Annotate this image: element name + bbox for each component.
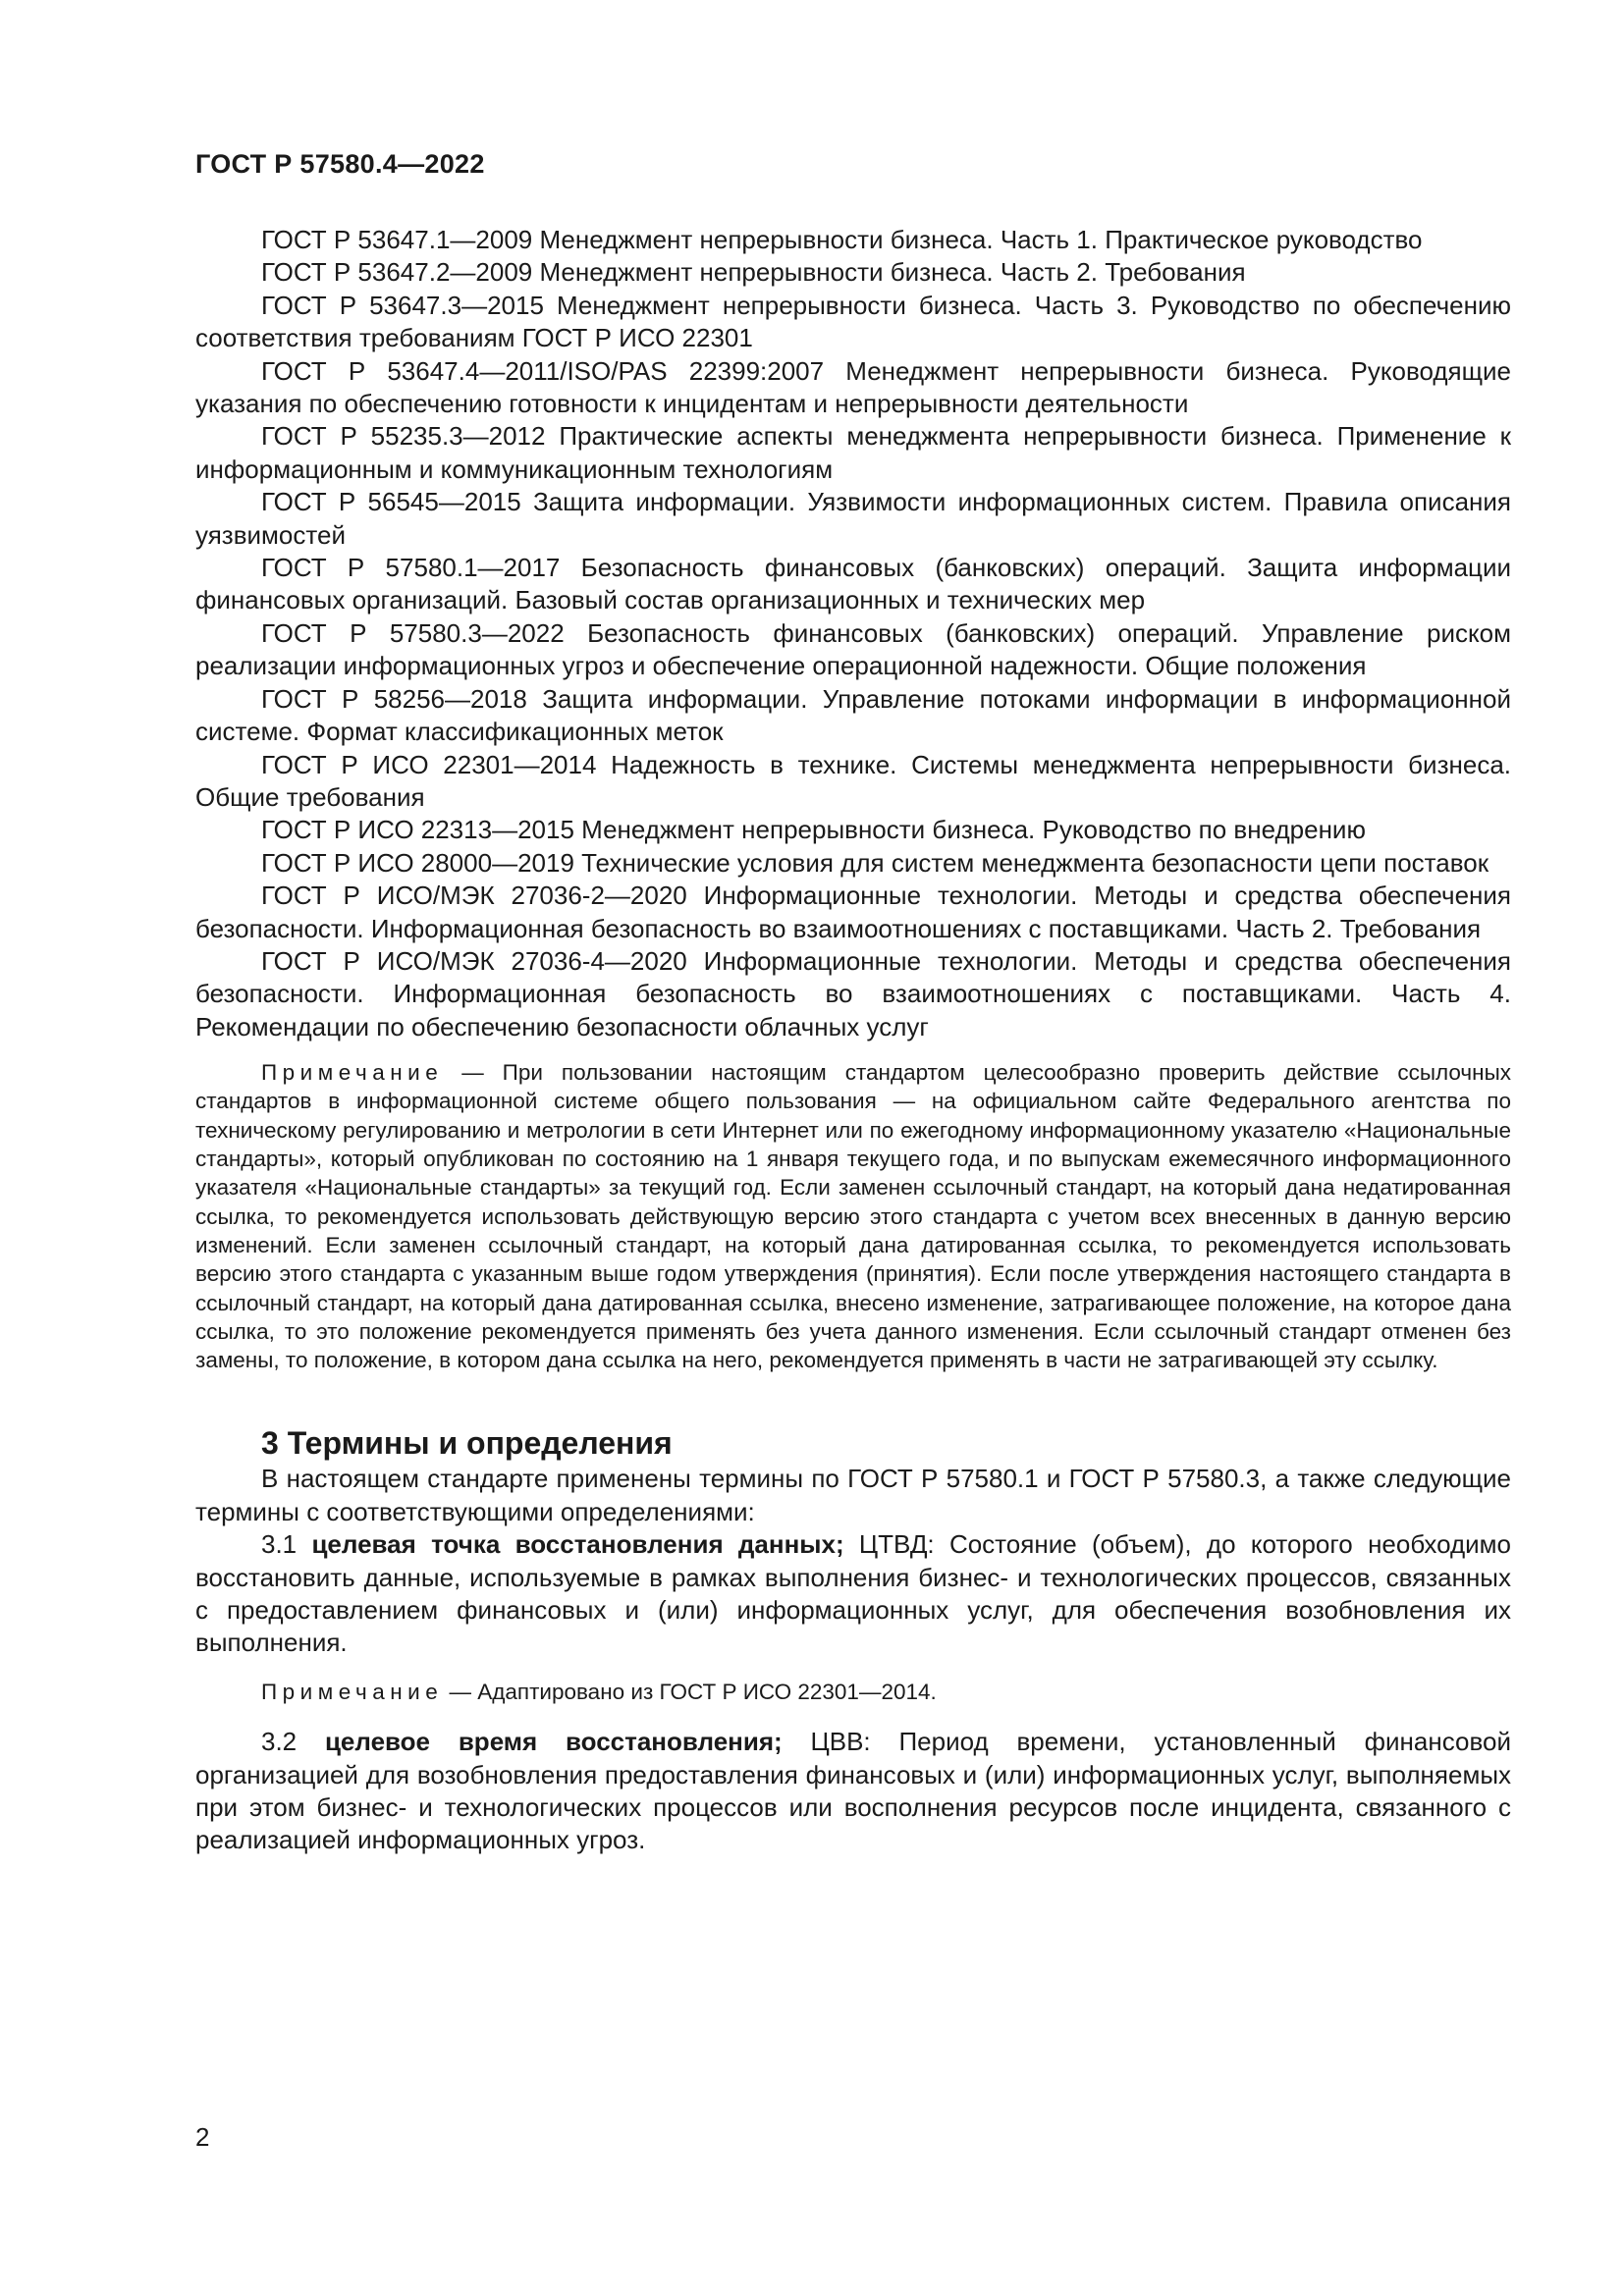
references-note xyxy=(195,1058,1511,1374)
page-number: 2 xyxy=(195,2122,210,2152)
note-label: Примечание xyxy=(261,1060,444,1086)
term-definition xyxy=(195,1726,1511,1857)
reference-item: ГОСТ Р 57580.3—2022 Безопасность финансовых (банковских) операций. Управление риском реализации информационных угроз и обеспечение операционной надежности. Общие положения xyxy=(195,617,1511,681)
term-name: целевая точка восстановления данных; xyxy=(311,1529,844,1560)
term-number: 3.2 xyxy=(261,1727,325,1757)
reference-item: ГОСТ Р ИСО 22313—2015 Менеджмент непрерывности бизнеса. Руководство по внедрению xyxy=(261,815,1366,845)
reference-item: ГОСТ Р 53647.2—2009 Менеджмент непрерывности бизнеса. Часть 2. Требования xyxy=(261,257,1246,288)
note-text: Адаптировано из ГОСТ Р ИСО 22301—2014. xyxy=(477,1679,937,1704)
page-body xyxy=(195,224,1511,1857)
term-number: 3.1 xyxy=(261,1529,312,1560)
term-note xyxy=(195,1678,1511,1706)
term-name: целевое время восстановления; xyxy=(324,1727,783,1757)
reference-item: ГОСТ Р 53647.4—2011/ISO/PAS 22399:2007 Менеджмент непрерывности бизнеса. Руководящие указания по обеспечению готовности к инцидентам и непрерывности деятельности xyxy=(195,355,1511,419)
note-text: При пользовании настоящим стандартом целесообразно проверить действие ссылочных стандартов в информационной системе общего пользования — на официальном сайте Федерального агентства по техническому регулированию и метрологии в сети Интернет или по ежегодному информационному указателю «Национальные стандарты», который опубликован по состоянию на 1 января текущего года, и по выпускам ежемесячного информационного указателя «Национальные стандарты» за текущий год. Если заменен ссылочный стандарт, на который дана недатированная ссылка, то рекомендуется использовать действующую версию этого стандарта с учетом всех внесенных в данную версию изменений. Если заменен ссылочный стандарт, на который дана датированная ссылка, то рекомендуется использовать версию этого стандарта с указанным выше годом утверждения (принятия). Если после утверждения настоящего стандарта в ссылочный стандарт, на который дана датированная ссылка, внесено изменение, затрагивающее положение, на которое дана ссылка, то это положение рекомендуется применять без учета данного изменения. Если ссылочный стандарт отменен без замены, то положение, в котором дана ссылка на него, рекомендуется применять в части не затрагивающей эту ссылку. xyxy=(195,1060,1511,1373)
note-dash: — xyxy=(443,1060,503,1086)
reference-item: ГОСТ Р 55235.3—2012 Практические аспекты менеджмента непрерывности бизнеса. Применение к информационным и коммуникационным технологиям xyxy=(195,421,1511,484)
note-dash: — xyxy=(443,1679,478,1704)
document-header: ГОСТ Р 57580.4—2022 xyxy=(195,149,485,179)
reference-item: ГОСТ Р 58256—2018 Защита информации. Управление потоками информации в информационной системе. Формат классификационных меток xyxy=(195,683,1511,747)
reference-item: ГОСТ Р 53647.1—2009 Менеджмент непрерывности бизнеса. Часть 1. Практическое руководство xyxy=(261,225,1423,254)
reference-item: ГОСТ Р ИСО/МЭК 27036-4—2020 Информационные технологии. Методы и средства обеспечения безопасности. Информационная безопасность во взаимоотношениях с поставщиками. Часть 4. Рекомендации по обеспечению безопасности облачных услуг xyxy=(195,945,1511,1041)
note-label: Примечание xyxy=(261,1679,444,1704)
term-definition xyxy=(195,1528,1511,1660)
section-intro: В настоящем стандарте применены термины по ГОСТ Р 57580.1 и ГОСТ Р 57580.3, а также следующие термины с соответствующими определениями: xyxy=(195,1464,1511,1526)
reference-item: ГОСТ Р ИСО 28000—2019 Технические условия для систем менеджмента безопасности цепи поставок xyxy=(261,847,1489,878)
term-text: ЦТВД: Состояние (объем), до которого необходимо восстановить данные, используемые в рамках выполнения бизнес- и технологических процессов, связанных с предоставлением финансовых и (или) информационных услуг, для обеспечения возобновления их выполнения. xyxy=(195,1529,1511,1658)
reference-item: ГОСТ Р 57580.1—2017 Безопасность финансовых (банковских) операций. Защита информации финансовых организаций. Базовый состав организационных и технических мер xyxy=(195,553,1511,615)
section-heading: 3 Термины и определения xyxy=(261,1425,673,1462)
term-text: ЦВВ: Период времени, установленный финансовой организацией для возобновления предоставления финансовых и (или) информационных услуг, выполняемых при этом бизнес- и технологических процессов или восполнения ресурсов после инцидента, связанного с реализацией информационных угроз. xyxy=(195,1727,1511,1855)
reference-item: ГОСТ Р ИСО/МЭК 27036-2—2020 Информационные технологии. Методы и средства обеспечения безопасности. Информационная безопасность во взаимоотношениях с поставщиками. Часть 2. Требования xyxy=(195,881,1511,943)
reference-item: ГОСТ Р 56545—2015 Защита информации. Уязвимости информационных систем. Правила описания уязвимостей xyxy=(195,487,1511,550)
reference-item: ГОСТ Р 53647.3—2015 Менеджмент непрерывности бизнеса. Часть 3. Руководство по обеспечению соответствия требованиям ГОСТ Р ИСО 22301 xyxy=(195,290,1511,353)
reference-item: ГОСТ Р ИСО 22301—2014 Надежность в технике. Системы менеджмента непрерывности бизнеса. Общие требования xyxy=(195,749,1511,812)
